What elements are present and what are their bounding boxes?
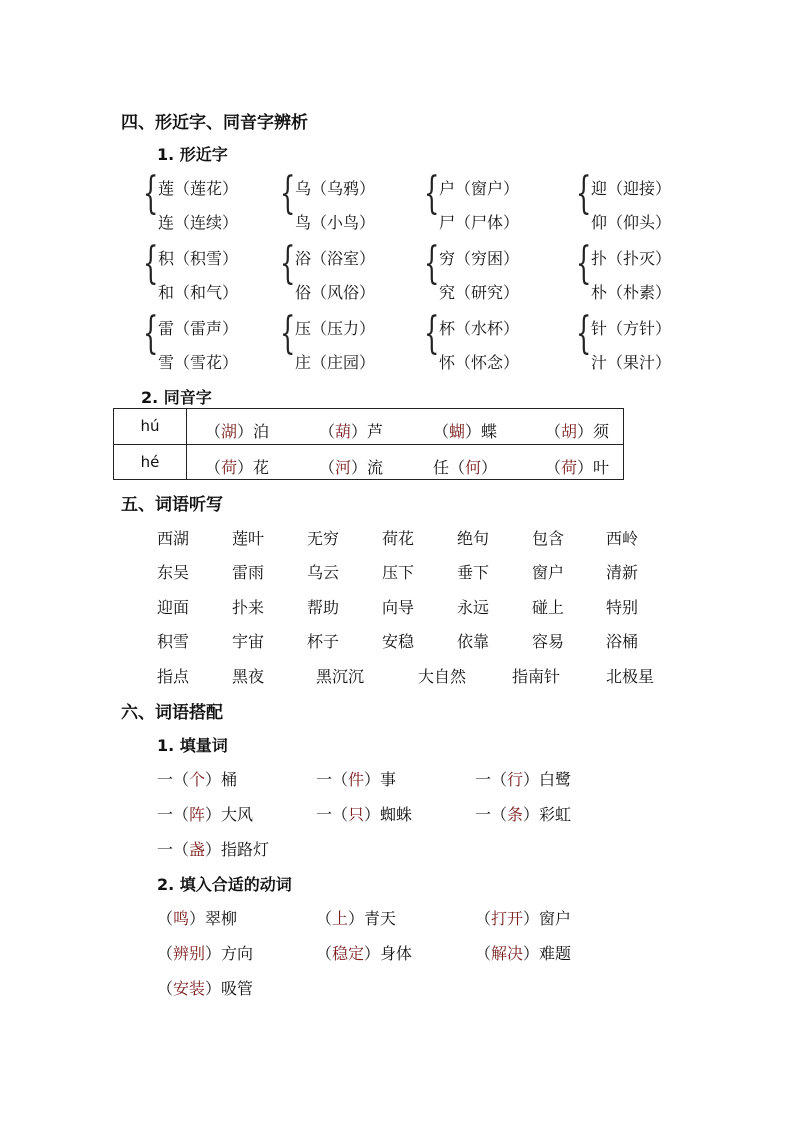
similar-char-pair-bottom: 和（和气）: [158, 283, 239, 302]
word-part: 一（: [316, 770, 349, 789]
answer-word: 辨别: [173, 944, 206, 963]
verb-item: [157, 906, 237, 929]
word-part: ）吸管: [205, 979, 254, 998]
dictation-word: 帮助: [307, 598, 340, 617]
homophone-word: [545, 455, 609, 478]
answer-word: 条: [507, 805, 524, 824]
measure-word-item: [157, 767, 237, 790]
answer-char: 荷: [221, 457, 238, 477]
homophone-word: [319, 419, 383, 442]
word-part: ）难题: [523, 944, 572, 963]
word-part: （: [319, 422, 336, 441]
dictation-word: 向导: [382, 598, 415, 617]
similar-char-pair-top: 迎（迎接）: [591, 179, 672, 198]
brace-icon: {: [143, 308, 159, 359]
word-part: （: [433, 422, 450, 441]
homophone-row-hu: [114, 409, 624, 445]
dictation-word: 莲叶: [232, 529, 265, 548]
word-part: ）方向: [205, 944, 254, 963]
homophone-cells: [187, 444, 624, 480]
answer-char: 河: [335, 457, 352, 477]
word-part: （: [316, 909, 333, 928]
dictation-word: 指点: [157, 667, 190, 686]
word-part: ）桶: [205, 770, 238, 789]
answer-char: 蝴: [449, 422, 466, 441]
dictation-word: 北极星: [606, 667, 655, 686]
verb-item: [157, 941, 253, 964]
word-part: （: [205, 422, 222, 441]
brace-icon: {: [576, 308, 592, 359]
word-part: ）窗户: [523, 909, 572, 928]
word-part: ）蝶: [465, 422, 498, 441]
word-part: 一（: [316, 805, 349, 824]
dictation-word: 无穷: [307, 529, 340, 548]
similar-char-pair-top: 积（积雪）: [158, 249, 239, 268]
word-part: （: [545, 457, 562, 477]
brace-icon: {: [280, 238, 296, 289]
answer-word: 件: [348, 770, 365, 789]
similar-char-pair-bottom: 朴（朴素）: [591, 283, 672, 302]
brace-icon: {: [576, 168, 592, 219]
brace-icon: {: [143, 168, 159, 219]
word-part: 一（: [475, 770, 508, 789]
word-part: ）泊: [237, 422, 270, 441]
pinyin-he: hé: [114, 444, 187, 480]
similar-char-pair-bottom: 雪（雪花）: [158, 353, 239, 372]
dictation-word: 指南针: [512, 667, 561, 686]
similar-char-pair-bottom: 究（研究）: [439, 283, 520, 302]
brace-icon: {: [280, 308, 296, 359]
dictation-word: 清新: [606, 563, 639, 582]
word-part: ）翠柳: [189, 909, 238, 928]
dictation-word: 浴桶: [606, 632, 639, 651]
answer-char: 荷: [561, 457, 578, 477]
word-part: 一（: [157, 770, 190, 789]
dictation-word: 雷雨: [232, 563, 265, 582]
answer-word: 鸣: [173, 909, 190, 928]
brace-icon: {: [576, 238, 592, 289]
dictation-word: 垂下: [457, 563, 490, 582]
word-part: （: [205, 457, 222, 477]
dictation-word: 杯子: [307, 632, 340, 651]
word-part: ）: [481, 457, 498, 477]
similar-char-pair-top: 杯（水杯）: [439, 319, 520, 338]
word-part: ）指路灯: [205, 840, 270, 859]
similar-char-pair-bottom: 怀（怀念）: [439, 353, 520, 372]
word-part: （: [319, 457, 336, 477]
similar-char-pair-top: 穷（穷困）: [439, 249, 520, 268]
word-part: （: [316, 944, 333, 963]
word-part: ）事: [364, 770, 397, 789]
pinyin-hu: hú: [114, 409, 187, 445]
word-part: ）须: [577, 422, 610, 441]
similar-char-pair-bottom: 俗（风俗）: [295, 283, 376, 302]
similar-char-pair-top: 乌（乌鸦）: [295, 179, 376, 198]
similar-char-pair-bottom: 庄（庄园）: [295, 353, 376, 372]
measure-word-item: [157, 837, 269, 860]
measure-word-item: [475, 767, 571, 790]
similar-char-pair-bottom: 汁（果汁）: [591, 353, 672, 372]
dictation-word: 黑沉沉: [316, 667, 365, 686]
dictation-word: 窗户: [532, 563, 565, 582]
dictation-word: 大自然: [418, 667, 467, 686]
homophone-word: [205, 455, 269, 478]
dictation-word: 压下: [382, 563, 415, 582]
similar-char-pair-top: 浴（浴室）: [295, 249, 376, 268]
dictation-word: 黑夜: [232, 667, 265, 686]
answer-word: 打开: [491, 909, 524, 928]
homophone-word: [545, 419, 609, 442]
measure-word-item: [316, 802, 412, 825]
similar-char-pair-top: 压（压力）: [295, 319, 376, 338]
brace-icon: {: [280, 168, 296, 219]
brace-icon: {: [143, 238, 159, 289]
measure-word-item: [475, 802, 571, 825]
verb-item: [316, 906, 396, 929]
similar-chars-heading: 1. 形近字: [157, 145, 228, 164]
word-part: ）青天: [348, 909, 397, 928]
answer-char: 何: [465, 457, 482, 477]
similar-char-pair-bottom: 连（连续）: [158, 213, 239, 232]
word-part: （: [475, 909, 492, 928]
similar-char-pair-top: 雷（雷声）: [158, 319, 239, 338]
word-part: （: [545, 422, 562, 441]
homophones-heading: 2. 同音字: [141, 388, 212, 407]
measure-word-item: [316, 767, 396, 790]
dictation-word: 特别: [606, 598, 639, 617]
word-part: ）叶: [577, 457, 610, 477]
answer-word: 盏: [189, 840, 206, 859]
dictation-word: 扑来: [232, 598, 265, 617]
word-part: （: [475, 944, 492, 963]
answer-word: 解决: [491, 944, 524, 963]
brace-icon: {: [424, 168, 440, 219]
word-part: （: [157, 979, 174, 998]
answer-word: 稳定: [332, 944, 365, 963]
section-4-title: 四、形近字、同音字辨析: [121, 113, 308, 133]
answer-word: 阵: [189, 805, 206, 824]
answer-char: 葫: [335, 422, 352, 441]
similar-char-pair-bottom: 仰（仰头）: [591, 213, 672, 232]
answer-word: 上: [332, 909, 349, 928]
dictation-word: 宇宙: [232, 632, 265, 651]
dictation-word: 碰上: [532, 598, 565, 617]
word-part: 任（: [433, 457, 466, 477]
verb-item: [475, 906, 571, 929]
word-part: ）身体: [364, 944, 413, 963]
similar-char-pair-top: 扑（扑灭）: [591, 249, 672, 268]
verbs-heading: 2. 填入合适的动词: [157, 875, 292, 894]
word-part: ）花: [237, 457, 270, 477]
dictation-word: 依靠: [457, 632, 490, 651]
answer-char: 胡: [561, 422, 578, 441]
verb-item: [316, 941, 412, 964]
homophone-word: [319, 455, 383, 478]
homophone-word: [205, 419, 269, 442]
answer-word: 行: [507, 770, 524, 789]
brace-icon: {: [424, 238, 440, 289]
dictation-word: 安稳: [382, 632, 415, 651]
word-part: ）芦: [351, 422, 384, 441]
word-part: ）蜘蛛: [364, 805, 413, 824]
measure-words-heading: 1. 填量词: [157, 736, 228, 755]
homophone-row-he: [114, 444, 624, 480]
similar-char-pair-top: 莲（莲花）: [158, 179, 239, 198]
word-part: （: [157, 944, 174, 963]
dictation-word: 东吴: [157, 563, 190, 582]
similar-char-pair-bottom: 鸟（小鸟）: [295, 213, 376, 232]
word-part: 一（: [475, 805, 508, 824]
brace-icon: {: [424, 308, 440, 359]
similar-char-pair-bottom: 尸（尸体）: [439, 213, 520, 232]
dictation-word: 西岭: [606, 529, 639, 548]
word-part: 一（: [157, 840, 190, 859]
homophone-word: [433, 455, 497, 478]
word-part: ）流: [351, 457, 384, 477]
dictation-word: 容易: [532, 632, 565, 651]
section-6-title: 六、词语搭配: [121, 703, 223, 723]
dictation-word: 包含: [532, 529, 565, 548]
homophone-word: [433, 419, 497, 442]
word-part: 一（: [157, 805, 190, 824]
dictation-word: 乌云: [307, 563, 340, 582]
similar-char-pair-top: 户（窗户）: [439, 179, 520, 198]
dictation-word: 迎面: [157, 598, 190, 617]
answer-word: 只: [348, 805, 365, 824]
word-part: （: [157, 909, 174, 928]
word-part: ）彩虹: [523, 805, 572, 824]
measure-word-item: [157, 802, 253, 825]
similar-char-pair-top: 针（方针）: [591, 319, 672, 338]
homophone-table: [113, 408, 624, 480]
dictation-word: 积雪: [157, 632, 190, 651]
dictation-word: 荷花: [382, 529, 415, 548]
verb-item: [157, 976, 253, 999]
dictation-word: 西湖: [157, 529, 190, 548]
verb-item: [475, 941, 571, 964]
section-5-title: 五、词语听写: [121, 495, 223, 515]
word-part: ）白鹭: [523, 770, 572, 789]
word-part: ）大风: [205, 805, 254, 824]
answer-char: 湖: [221, 422, 238, 441]
homophone-cells: [187, 409, 624, 445]
answer-word: 安装: [173, 979, 206, 998]
dictation-word: 永远: [457, 598, 490, 617]
dictation-word: 绝句: [457, 529, 490, 548]
answer-word: 个: [189, 770, 206, 789]
